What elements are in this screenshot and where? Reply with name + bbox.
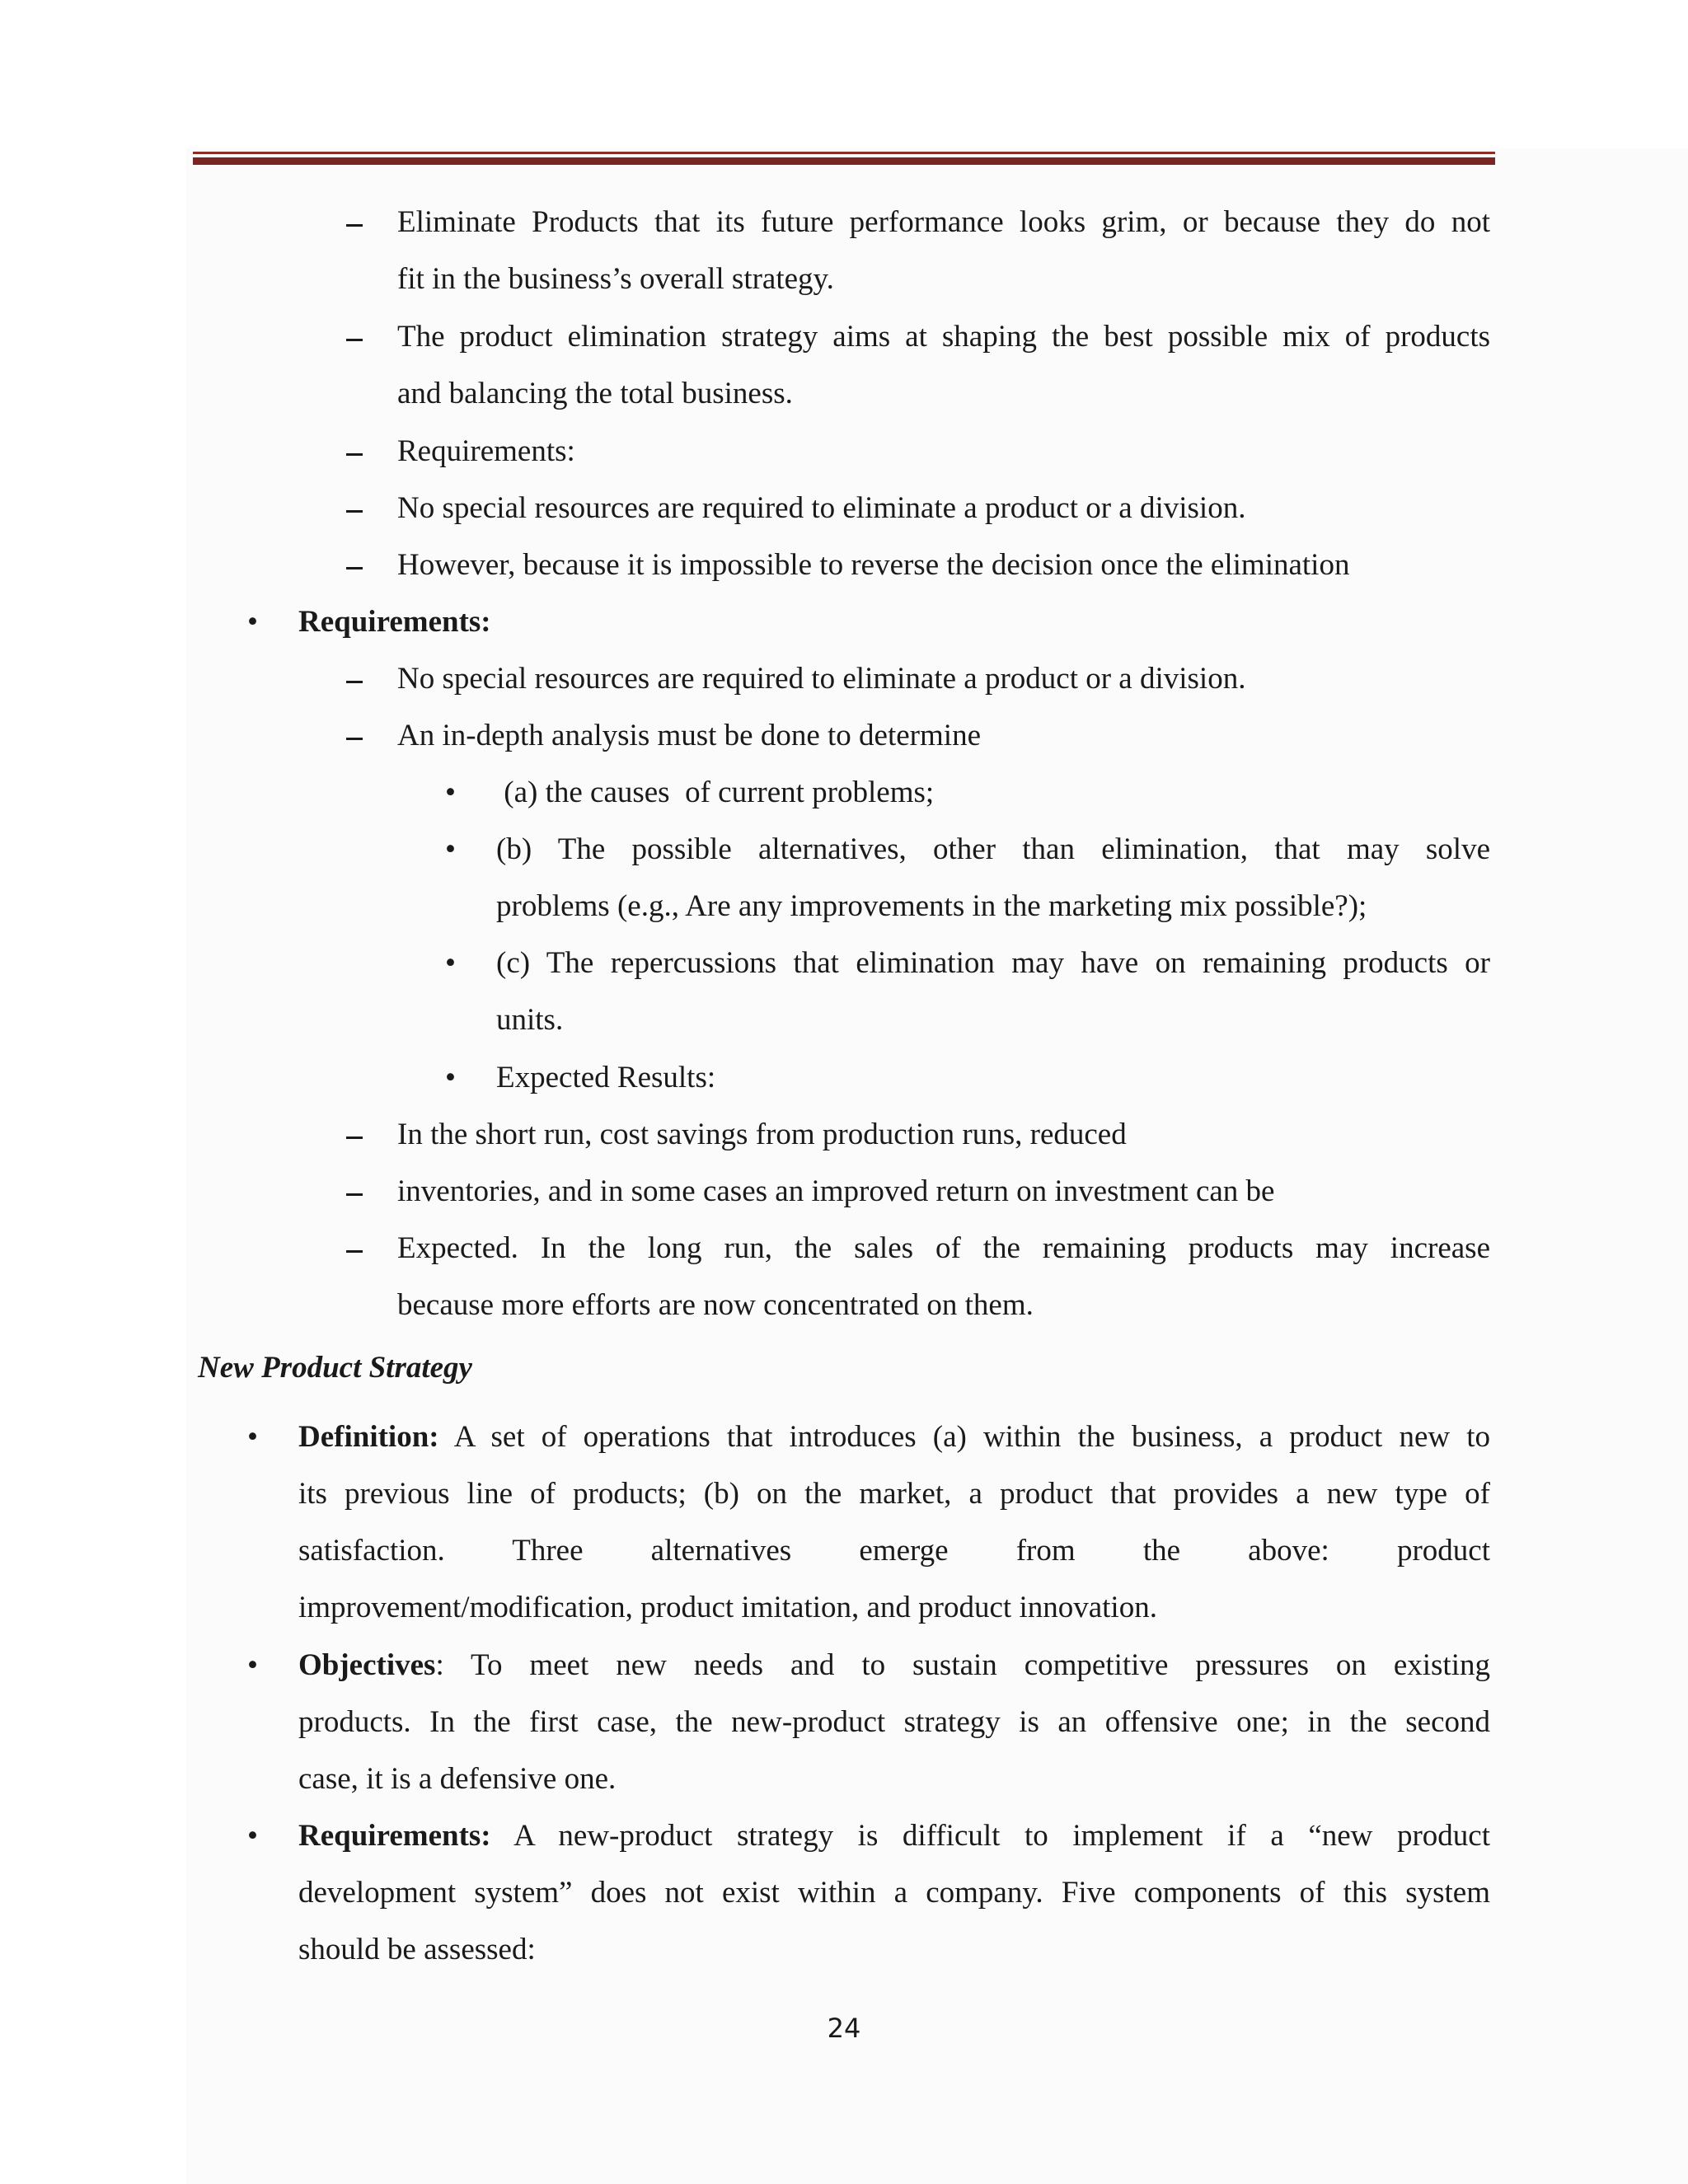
dash-marker <box>346 1250 363 1253</box>
sub-bullet-line: problems (e.g., Are any improvements in the marketing mix possible?); <box>496 889 1367 923</box>
section-heading: New Product Strategy <box>198 1351 472 1385</box>
dash-item-line: and balancing the total business. <box>397 377 793 410</box>
dash-marker <box>346 224 363 227</box>
definition-text: A set of operations that introduces (a) within the business, a product new to <box>438 1420 1490 1454</box>
dash-item-line: No special resources are required to eliminate a product or a division. <box>397 662 1246 696</box>
dash-marker <box>346 738 363 740</box>
requirements-text: A new-product strategy is difficult to implement if a “new product <box>490 1819 1490 1853</box>
sub-bullet-line: (b) The possible alternatives, other than elimination, that may solve <box>496 832 1490 866</box>
dash-item-line: However, because it is impossible to reverse the decision once the elimination <box>397 548 1350 582</box>
definition-line: improvement/modification, product imitation, and product innovation. <box>298 1591 1157 1624</box>
bullet-marker: • <box>247 1420 258 1454</box>
dash-marker <box>346 453 363 456</box>
requirements-first-line <box>298 1817 1490 1855</box>
sub-bullet-line: (a) the causes of current problems; <box>496 776 935 809</box>
requirements-line: development system” does not exist within a company. Five components of this system <box>298 1876 1490 1910</box>
definition-line: its previous line of products; (b) on the market, a product that provides a new type of <box>298 1477 1490 1511</box>
dash-item-line: fit in the business’s overall strategy. <box>397 262 834 296</box>
sub-bullet-marker: • <box>445 776 456 809</box>
dash-item-line: In the short run, cost savings from production runs, reduced <box>397 1118 1127 1151</box>
bullet-marker: • <box>247 1648 258 1682</box>
sub-bullet-line: units. <box>496 1003 564 1037</box>
dash-marker <box>346 681 363 683</box>
dash-item-line: Expected. In the long run, the sales of the remaining products may increase <box>397 1231 1490 1265</box>
sub-bullet-marker: • <box>445 832 456 866</box>
definition-line: satisfaction. Three alternatives emerge from the above: product <box>298 1534 1490 1568</box>
definition-first-line <box>298 1418 1490 1456</box>
dash-marker <box>346 339 363 341</box>
dash-item-line: inventories, and in some cases an improved return on investment can be <box>397 1174 1275 1208</box>
sub-bullet-marker: • <box>445 946 456 980</box>
dash-item-line: An in-depth analysis must be done to determine <box>397 719 981 752</box>
requirements-label: Requirements: <box>298 1819 491 1853</box>
objectives-line: products. In the first case, the new-product strategy is an offensive one; in the second <box>298 1705 1490 1739</box>
dash-item-line: Requirements: <box>397 434 575 468</box>
bullet-marker: • <box>247 1819 258 1853</box>
requirements-line: should be assessed: <box>298 1933 536 1966</box>
definition-label: Definition: <box>298 1420 439 1454</box>
requirements-label: Requirements: <box>298 605 491 639</box>
dash-marker <box>346 1193 363 1196</box>
sub-bullet-line: Expected Results: <box>496 1061 716 1094</box>
objectives-first-line <box>298 1647 1490 1685</box>
dash-marker <box>346 1137 363 1139</box>
objectives-text: : To meet new needs and to sustain competitive pressures on existing <box>435 1648 1490 1682</box>
dash-marker <box>346 510 363 513</box>
dash-marker <box>346 567 363 569</box>
dash-item-line: Eliminate Products that its future performance looks grim, or because they do not <box>397 205 1490 239</box>
page-number: 24 <box>827 2013 861 2044</box>
dash-item-line: The product elimination strategy aims at shaping the best possible mix of products <box>397 320 1490 354</box>
sub-bullet-line: (c) The repercussions that elimination may have on remaining products or <box>496 946 1490 980</box>
objectives-label: Objectives <box>298 1648 436 1682</box>
sub-bullet-marker: • <box>445 1061 456 1094</box>
dash-item-line: No special resources are required to eliminate a product or a division. <box>397 491 1246 525</box>
objectives-line: case, it is a defensive one. <box>298 1762 617 1796</box>
bullet-marker: • <box>247 605 258 639</box>
dash-item-line: because more efforts are now concentrated on them. <box>397 1288 1034 1322</box>
header-rule <box>193 152 1495 165</box>
